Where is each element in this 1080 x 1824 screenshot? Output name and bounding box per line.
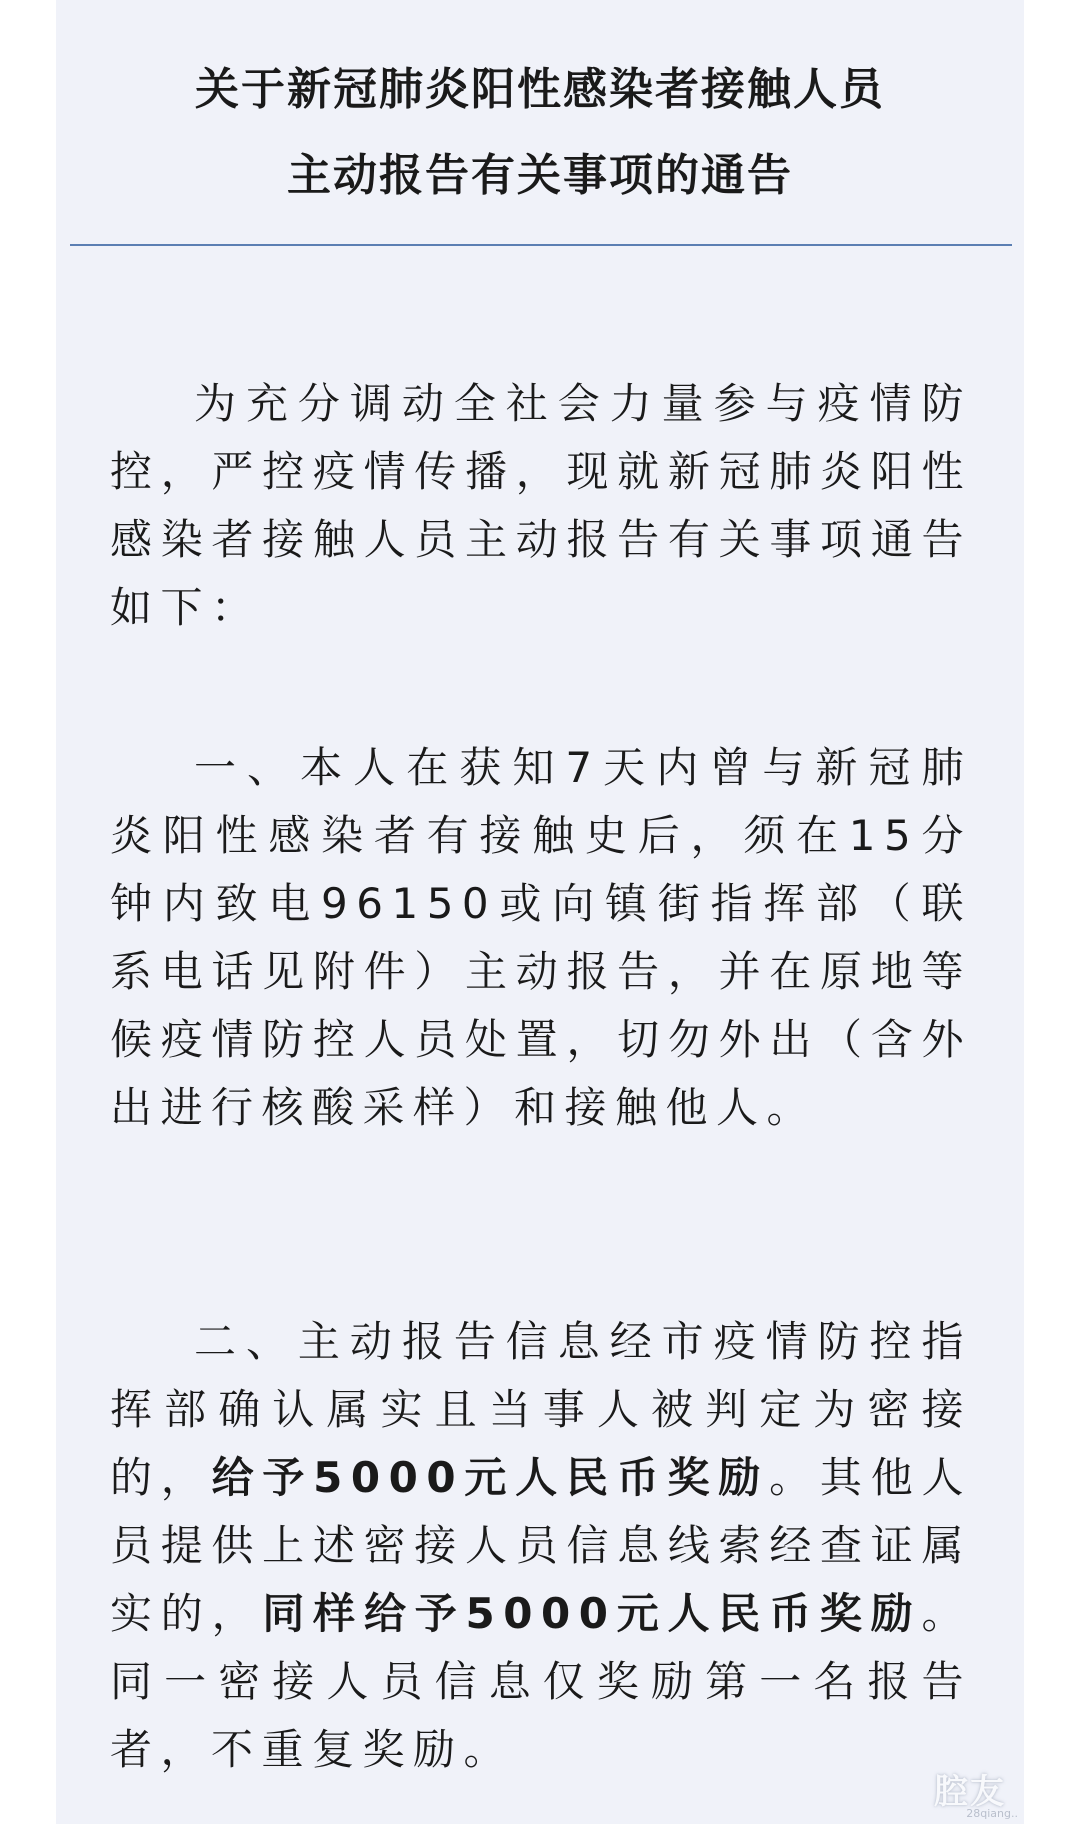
notice-title-line-2: 主动报告有关事项的通告 <box>287 150 793 201</box>
title-divider <box>70 244 1012 246</box>
notice-page <box>56 0 1024 1824</box>
item-two-text-part-1: 二、主动报告信息经市疫情防控指挥部确认属实且当事人被判定为密接的， <box>110 1317 972 1502</box>
watermark-url-text: 28qiang.. <box>966 1807 1018 1820</box>
item-two-text-part-3: 。同一密接人员信息仅奖励第一名报告者，不重复奖励。 <box>110 1589 972 1774</box>
notice-title-line-1: 关于新冠肺炎阳性感染者接触人员 <box>195 64 885 115</box>
reward-highlight-1: 给予5000元人民币奖励 <box>211 1453 770 1502</box>
reward-highlight-2: 同样给予5000元人民币奖励 <box>262 1589 922 1638</box>
site-watermark <box>922 1764 1018 1824</box>
item-two-text-part-2: 。其他人员提供上述密接人员信息线索经查证属实的， <box>110 1453 972 1638</box>
item-one-paragraph: 一、本人在获知7天内曾与新冠肺炎阳性感染者有接触史后，须在15分钟内致电96150或向镇街指挥部（联系电话见附件）主动报告，并在原地等候疫情防控人员处置，切勿外出（含外出进行核酸采样）和接触他人。 <box>110 743 972 1132</box>
item-two-paragraph <box>110 1308 972 1784</box>
intro-paragraph: 为充分调动全社会力量参与疫情防控，严控疫情传播，现就新冠肺炎阳性感染者接触人员主动报告有关事项通告如下： <box>110 379 972 632</box>
watermark-logo-text: 腔友 <box>934 1772 1006 1812</box>
